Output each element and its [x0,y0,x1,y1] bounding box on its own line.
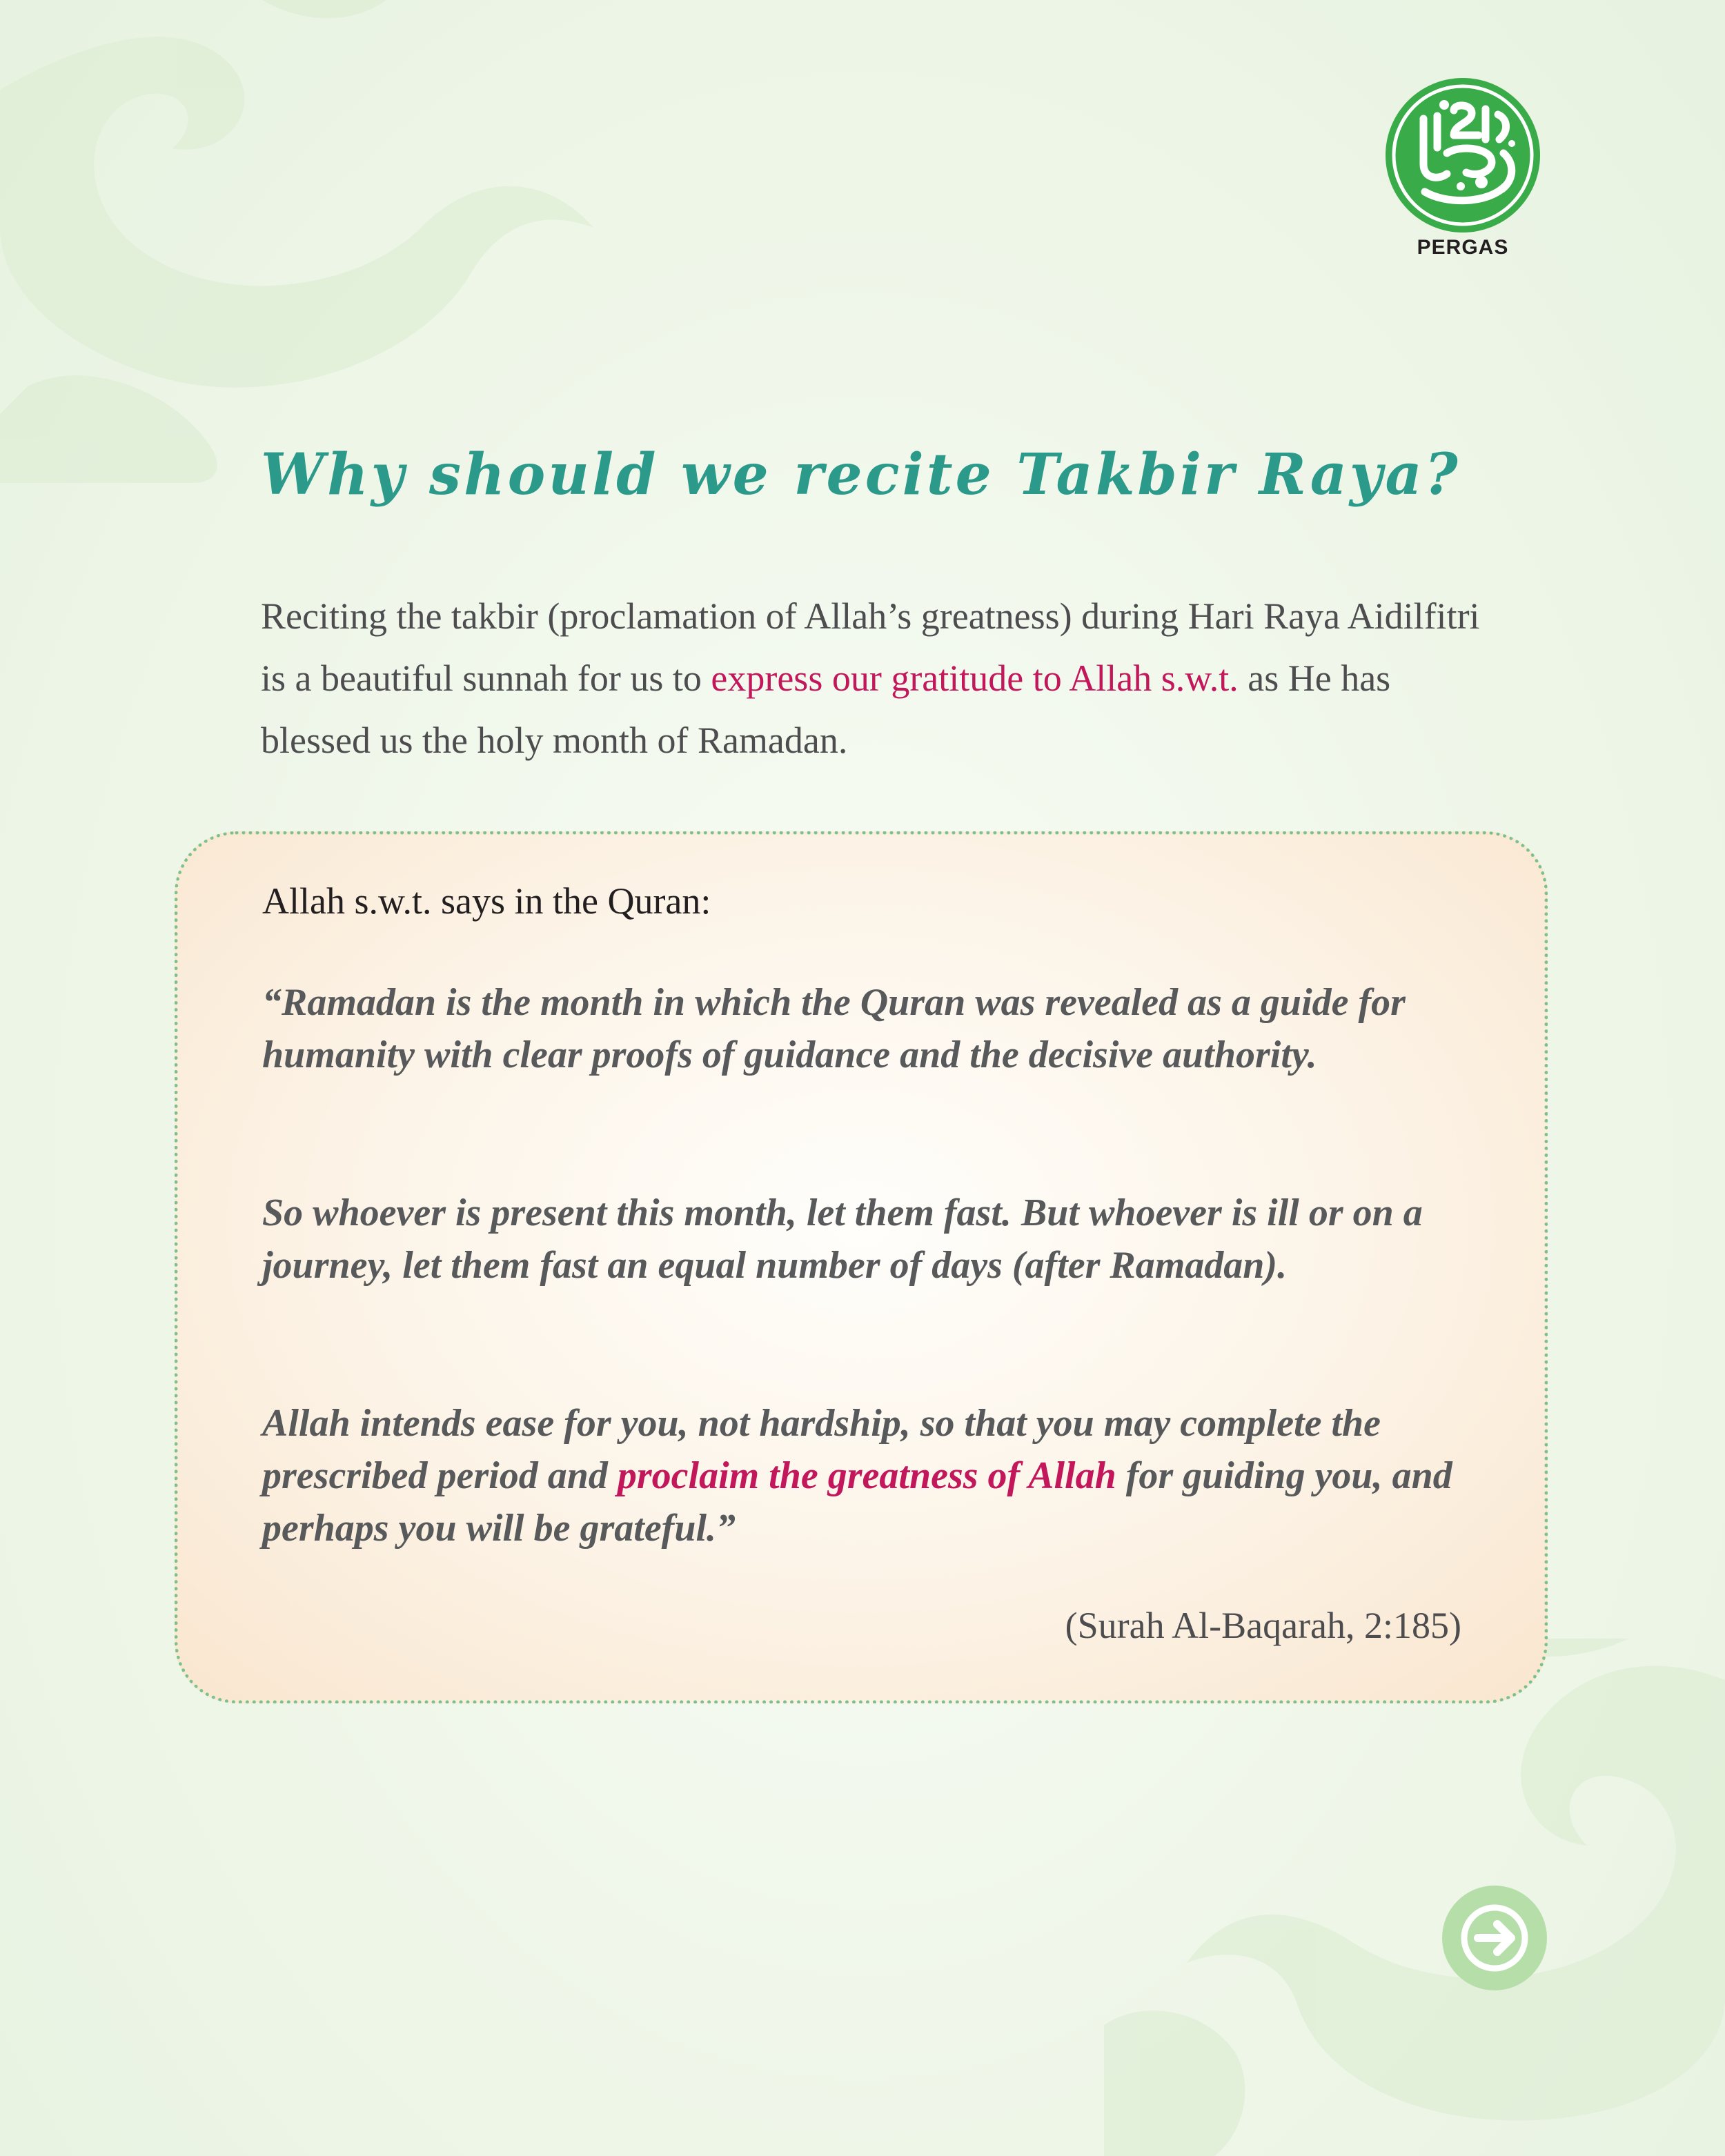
arrow-right-icon [1442,1886,1547,1990]
verse-paragraph-3 [262,1397,1497,1554]
intro-highlight: express our gratitude to Allah s.w.t. [711,657,1239,699]
next-page-button[interactable] [1442,1886,1547,1990]
quran-quote-box [175,831,1548,1703]
decorative-swirl-bottom-right [1104,1639,1725,2156]
page-title: Why should we recite Takbir Raya? [261,442,1461,508]
pergas-emblem-icon [1383,76,1542,235]
pergas-logo [1383,76,1542,269]
verse-3-highlight: proclaim the greatness of Allah [617,1454,1116,1497]
verse-3-text-start: Allah intends ease for you, not hardship, so that you may complete the prescribed period and [262,1402,1381,1497]
intro-text-end: as He has blessed us the holy month of Ramadan. [261,657,1391,761]
verse-paragraph-2: So whoever is present this month, let them fast. But whoever is ill or on a journey, let them fast an equal number of days (after Ramadan). [262,1191,1423,1287]
verse-paragraph-1: “Ramadan is the month in which the Quran was revealed as a guide for humanity with clear proofs of guidance and the decisive authority. [262,981,1406,1076]
logo-wordmark: PERGAS [1417,236,1509,259]
verse-citation: (Surah Al-Baqarah, 2:185) [1065,1605,1461,1646]
verse-3-text-end: for guiding you, and perhaps you will be grateful.” [262,1454,1452,1550]
quote-intro: Allah s.w.t. says in the Quran: [262,880,711,922]
intro-paragraph [261,585,1489,771]
decorative-swirl-top-left [0,0,621,483]
intro-text-start: Reciting the takbir (proclamation of Allah’s greatness) during Hari Raya Aidilfitri is a beautiful sunnah for us to [261,595,1480,699]
